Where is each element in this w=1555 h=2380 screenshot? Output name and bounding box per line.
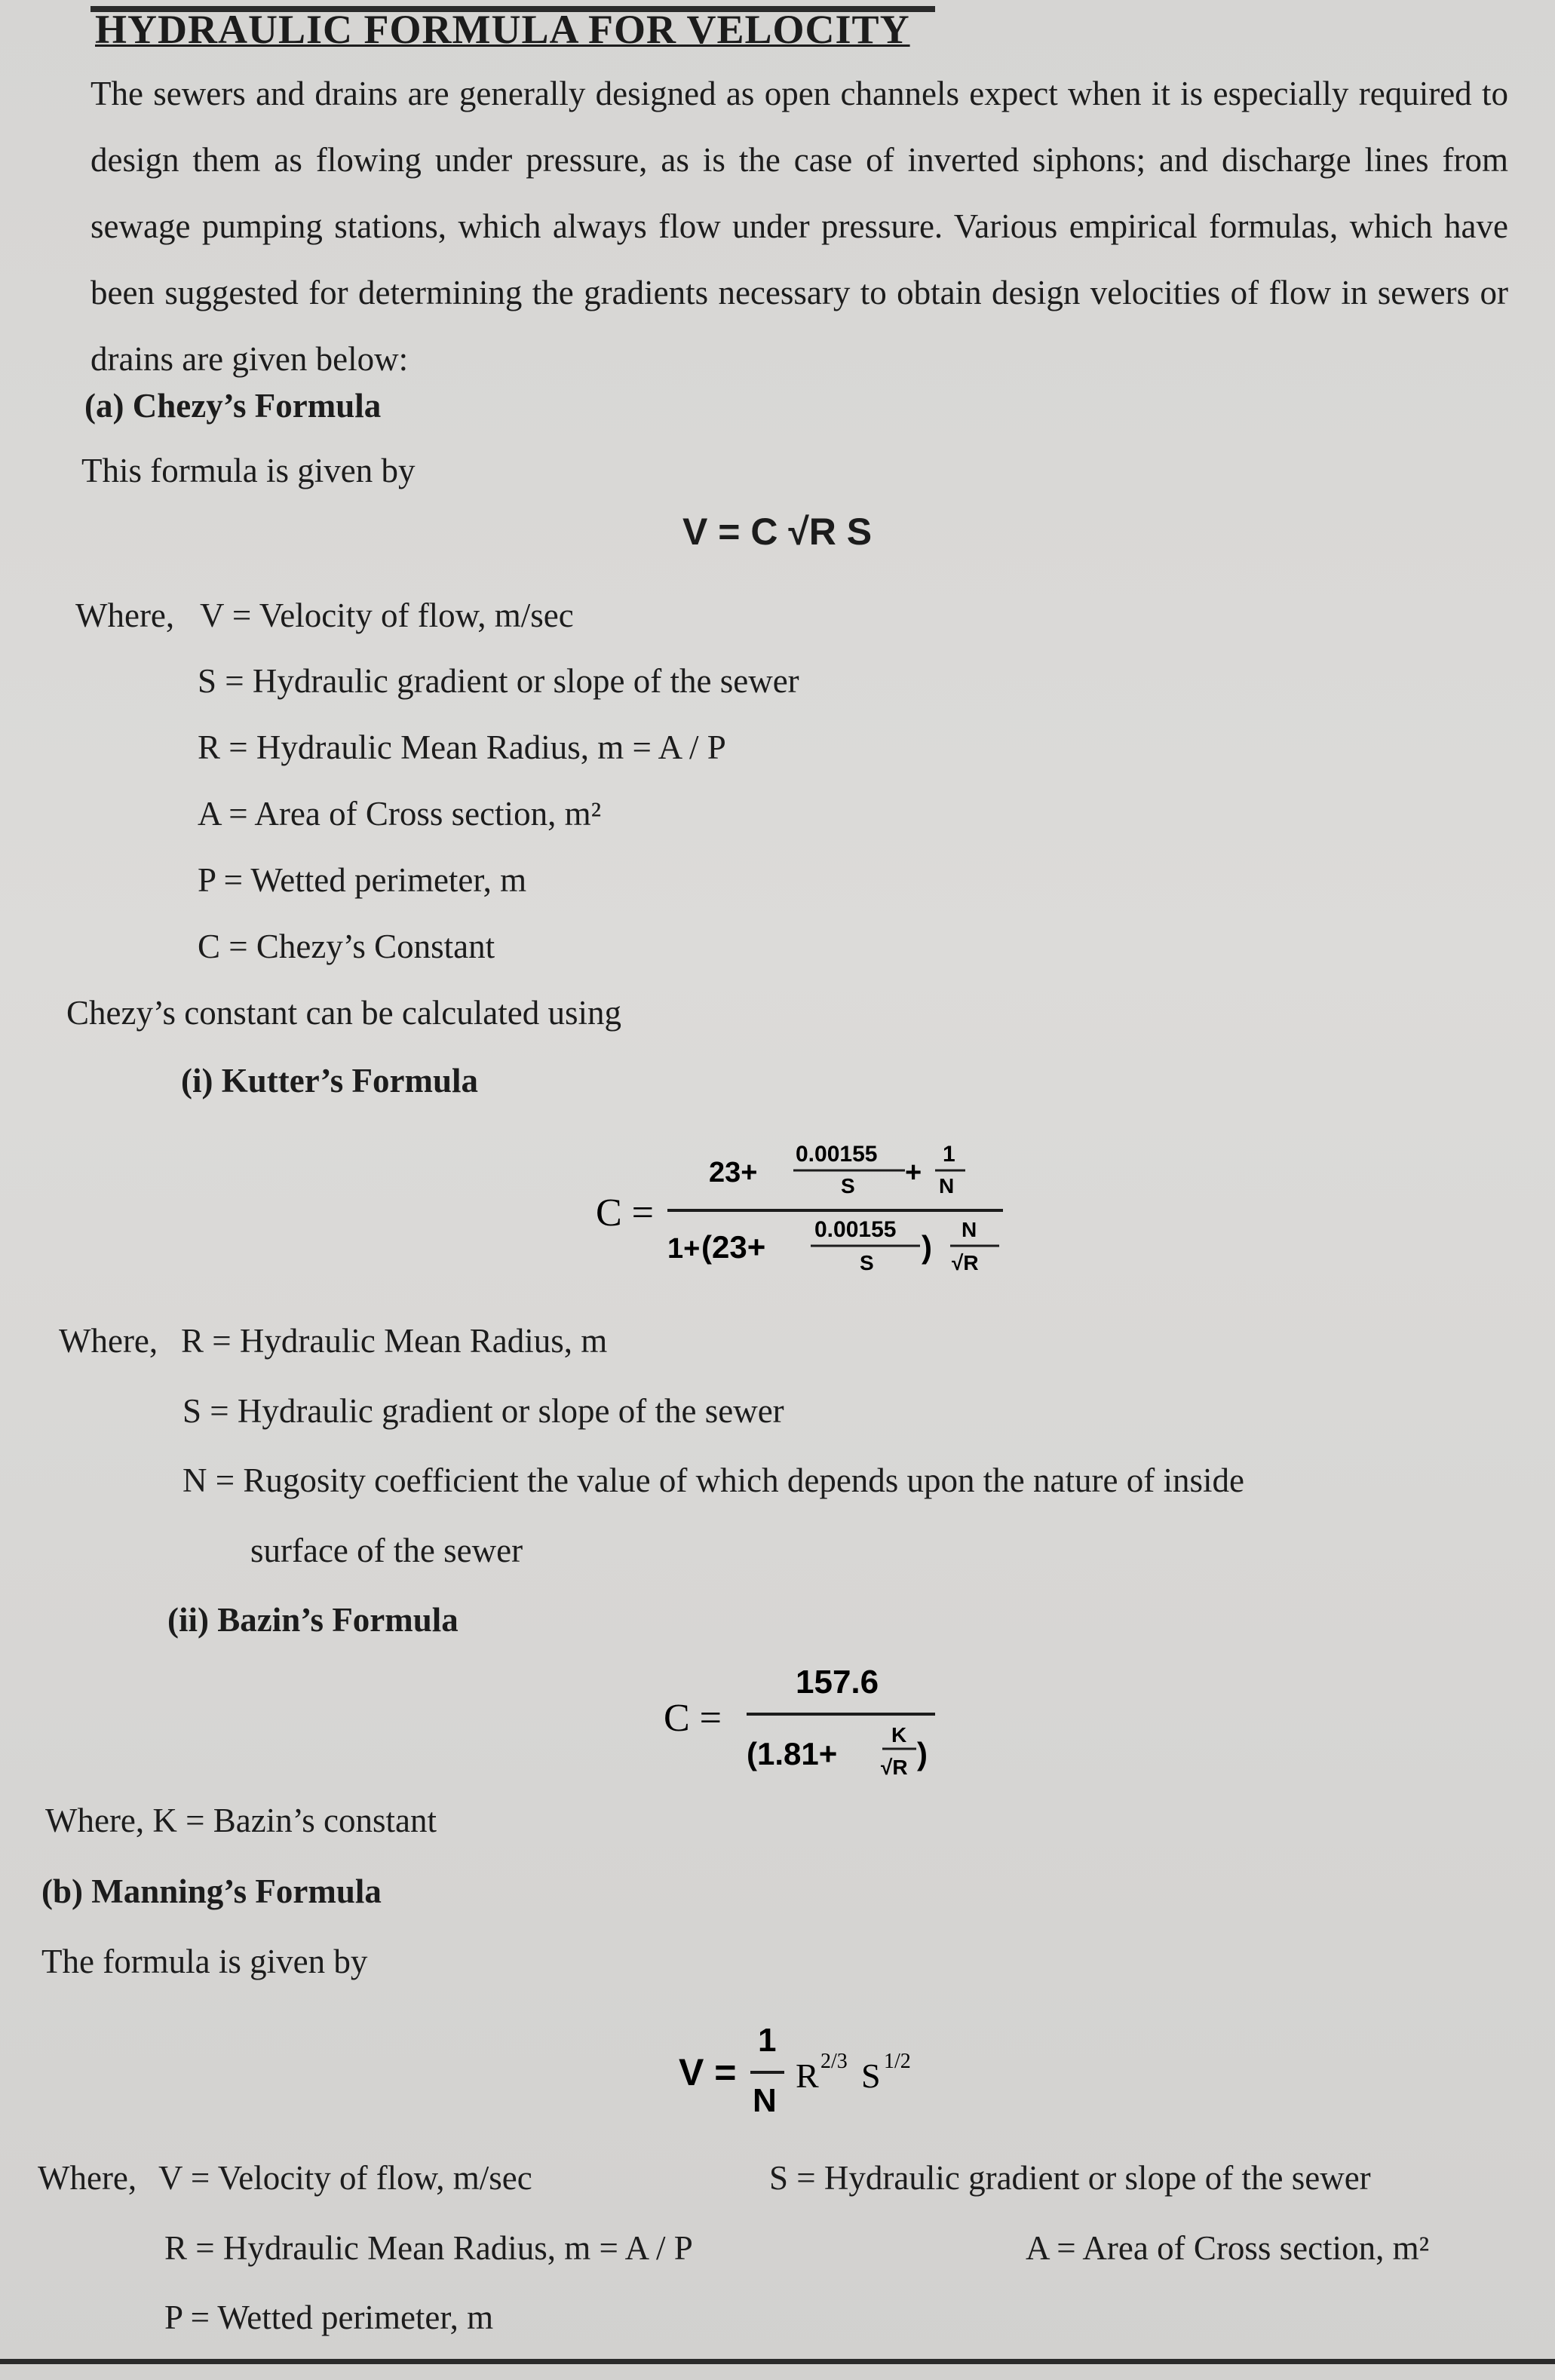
bazin-equation-svg: [664, 1655, 950, 1799]
bazin-equation: [664, 1655, 950, 1799]
kutter-den-frac-top: 0.00155: [814, 1217, 897, 1242]
manning-lhs: V =: [679, 2051, 737, 2093]
manning-frac-bot: N: [753, 2082, 777, 2119]
manning-frac-top: 1: [758, 2022, 777, 2059]
kutter-den-n-top: N: [962, 1218, 977, 1241]
bazin-den-open: (1.81+: [747, 1736, 838, 1771]
chezy-where-label: Where,: [75, 597, 175, 634]
intro-paragraph: The sewers and drains are generally designed as open channels expect when it is especially required to design them as flowing under pressure, as is the case of inverted siphons; and discharge lines from sewage pumping stations, which always flow under pressure. Various empirical formulas, which have been suggested for determining the gradients necessary to obtain design velocities of flow in sewers or drains are given below:: [90, 75, 1508, 378]
manning-rhs-r: R: [796, 2056, 819, 2095]
bazin-numerator: 157.6: [796, 1664, 879, 1701]
manning-def-s: S = Hydraulic gradient or slope of the sewer: [769, 2159, 1371, 2197]
kutter-num-frac-bot: S: [841, 1174, 855, 1198]
kutter-def-n: N = Rugosity coefficient the value of which depends upon the nature of inside: [182, 1461, 1244, 1499]
manning-def-r: R = Hydraulic Mean Radius, m = A / P: [164, 2229, 693, 2267]
manning-rhs-s: S: [861, 2056, 881, 2095]
bazin-den-sqrt: √R: [881, 1756, 908, 1779]
chezy-def-p: P = Wetted perimeter, m: [198, 861, 527, 899]
chezy-intro: This formula is given by: [81, 452, 416, 489]
bazin-den-close: ): [917, 1736, 928, 1771]
kutter-def-r: R = Hydraulic Mean Radius, m: [181, 1322, 608, 1360]
kutter-heading: (i) Kutter’s Formula: [181, 1062, 479, 1100]
manning-r-exp: 2/3: [820, 2050, 848, 2073]
kutter-den-n-bot: √R: [952, 1251, 979, 1274]
kutter-num-frac-top: 0.00155: [796, 1142, 878, 1167]
page-title: HYDRAULIC FORMULA FOR VELOCITY: [95, 7, 910, 52]
chezy-heading: (a) Chezy’s Formula: [84, 387, 382, 425]
bazin-where-line: Where, K = Bazin’s constant: [45, 1802, 437, 1839]
kutter-num-inv-bot: N: [939, 1174, 955, 1198]
bazin-den-k: K: [891, 1723, 907, 1747]
manning-def-a: A = Area of Cross section, m²: [1026, 2229, 1430, 2267]
kutter-num-plus: +: [905, 1157, 922, 1188]
manning-intro: The formula is given by: [41, 1943, 368, 1980]
chezy-def-a: A = Area of Cross section, m²: [198, 795, 602, 833]
chezy-def-v: V = Velocity of flow, m/sec: [200, 597, 574, 634]
bazin-lhs: C =: [664, 1697, 722, 1740]
kutter-num-inv-top: 1: [943, 1142, 955, 1167]
chezy-def-s: S = Hydraulic gradient or slope of the sewer: [198, 662, 799, 700]
kutter-den-paren: (23+: [701, 1229, 766, 1265]
kutter-den-frac-bot: S: [860, 1251, 874, 1274]
kutter-num-a: 23+: [709, 1157, 758, 1188]
chezy-equation: V = C √R S: [682, 511, 873, 553]
manning-def-p: P = Wetted perimeter, m: [164, 2299, 494, 2336]
kutter-equation: [596, 1131, 1018, 1297]
manning-equation-svg: [679, 2013, 950, 2134]
chezy-constant-note: Chezy’s constant can be calculated using: [66, 994, 621, 1032]
manning-def-v: V = Velocity of flow, m/sec: [158, 2159, 532, 2197]
manning-heading: (b) Manning’s Formula: [41, 1872, 382, 1910]
manning-where-label: Where,: [38, 2159, 137, 2197]
kutter-where-label: Where,: [59, 1322, 158, 1360]
kutter-den-close: ): [922, 1229, 932, 1265]
kutter-den-a: 1+: [667, 1233, 701, 1265]
bottom-rule: [0, 2359, 1555, 2364]
kutter-lhs: C =: [596, 1192, 655, 1234]
chezy-def-c: C = Chezy’s Constant: [198, 928, 495, 965]
bazin-heading: (ii) Bazin’s Formula: [167, 1601, 459, 1639]
kutter-def-s: S = Hydraulic gradient or slope of the sewer: [182, 1392, 784, 1430]
manning-s-exp: 1/2: [884, 2050, 911, 2073]
kutter-equation-svg: [596, 1131, 1018, 1297]
chezy-def-r: R = Hydraulic Mean Radius, m = A / P: [198, 728, 726, 766]
manning-equation: [679, 2013, 950, 2134]
kutter-def-n-continuation: surface of the sewer: [250, 1532, 523, 1569]
